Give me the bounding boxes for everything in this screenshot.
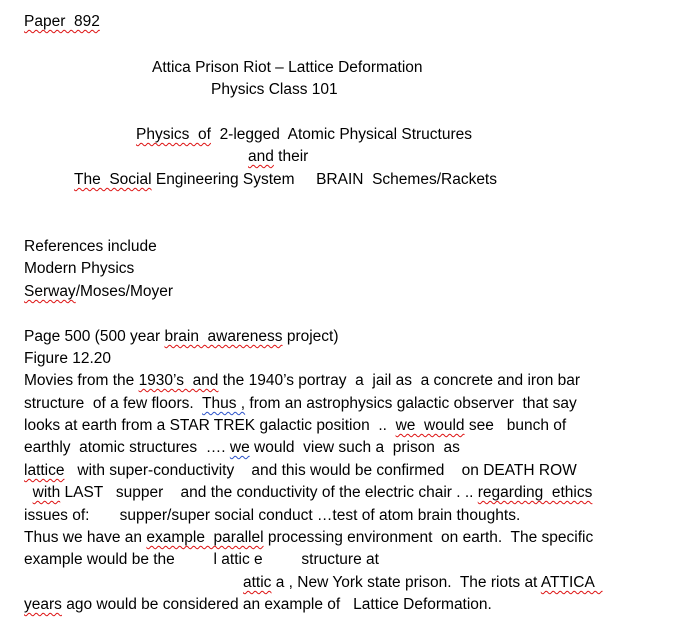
body-line-8-c: processing environment on earth. The specific — [263, 529, 594, 546]
body-line-2-a: structure of a few floors. — [24, 395, 203, 412]
body-line-10-a: attic — [243, 574, 272, 591]
title-line-5-a: The Social — [74, 171, 152, 188]
body-line-1-c: the 1940’s portray a jail as a concrete and iron bar — [218, 372, 581, 389]
body-line-6-d: regarding ethics — [477, 484, 593, 501]
body-line-11 — [24, 595, 492, 615]
title-line-1: Attica Prison Riot – Lattice Deformation — [152, 59, 423, 76]
body-line-3 — [24, 416, 566, 436]
body-line-1-a: Movies from the — [24, 372, 139, 389]
body-line-10-b: a , New York state prison. The riots at — [271, 574, 541, 591]
body-line-11-b: ago would be considered an example of Lattice Deformation. — [61, 596, 492, 613]
title-line-3-b: 2-legged Atomic Physical Structures — [210, 126, 472, 143]
paper-id — [24, 12, 100, 32]
body-line-4-c: would view such a prison as — [249, 439, 460, 456]
body-line-1 — [24, 371, 580, 391]
body-line-11-a: years — [24, 596, 62, 613]
body-line-9: example would be the l attic e structure at — [24, 551, 379, 568]
page-line-c: project) — [282, 328, 339, 345]
body-line-3-b: we would — [395, 417, 465, 434]
page-line-b: brain awareness — [164, 328, 283, 345]
body-line-1-b: 1930’s and — [138, 372, 219, 389]
title-line-2: Physics Class 101 — [211, 81, 338, 98]
body-line-6-c: LAST supper and the conductivity of the electric chair . .. — [60, 484, 478, 501]
body-line-4-a: earthly atomic structures …. — [24, 439, 230, 456]
body-line-8 — [24, 528, 593, 548]
figure-line: Figure 12.20 — [24, 350, 112, 367]
body-line-5-b: with super-conductivity and this would be confirmed on DEATH ROW — [64, 462, 577, 479]
title-line-4 — [248, 147, 308, 167]
body-line-5-a: lattice — [24, 462, 65, 479]
title-line-4-b: their — [273, 148, 309, 165]
body-line-5 — [24, 461, 577, 481]
body-line-6 — [24, 483, 592, 503]
body-line-10-c: ATTICA — [540, 574, 603, 591]
references-authors — [24, 282, 173, 302]
page-line — [24, 327, 339, 347]
body-line-2-b: Thus , — [202, 395, 246, 412]
page-line-a: Page 500 (500 year — [24, 328, 165, 345]
body-line-2 — [24, 394, 577, 414]
references-heading: References include — [24, 238, 157, 255]
title-line-5-b: Engineering System BRAIN Schemes/Rackets — [151, 171, 497, 188]
body-line-3-c: see bunch of — [464, 417, 567, 434]
body-line-8-b: example parallel — [146, 529, 264, 546]
title-line-3 — [136, 125, 472, 145]
body-line-2-c: from an astrophysics galactic observer that say — [245, 395, 577, 412]
paper-id-text: Paper 892 — [24, 13, 100, 30]
body-line-6-b: with — [32, 484, 61, 501]
body-line-3-a: looks at earth from a STAR TREK galactic position .. — [24, 417, 396, 434]
references-authors-a: Serway — [24, 283, 76, 300]
body-line-8-a: Thus we have an — [24, 529, 147, 546]
title-line-4-a: and — [248, 148, 274, 165]
title-line-5 — [74, 170, 497, 190]
title-line-3-a: Physics of — [136, 126, 211, 143]
body-line-4 — [24, 438, 460, 458]
references-authors-b: /Moses/Moyer — [75, 283, 174, 300]
body-line-4-b: we — [229, 439, 250, 456]
body-line-10 — [243, 573, 603, 593]
references-book: Modern Physics — [24, 260, 135, 277]
body-line-6-a — [24, 484, 33, 501]
body-line-7: issues of: supper/super social conduct …test of atom brain thoughts. — [24, 507, 521, 524]
